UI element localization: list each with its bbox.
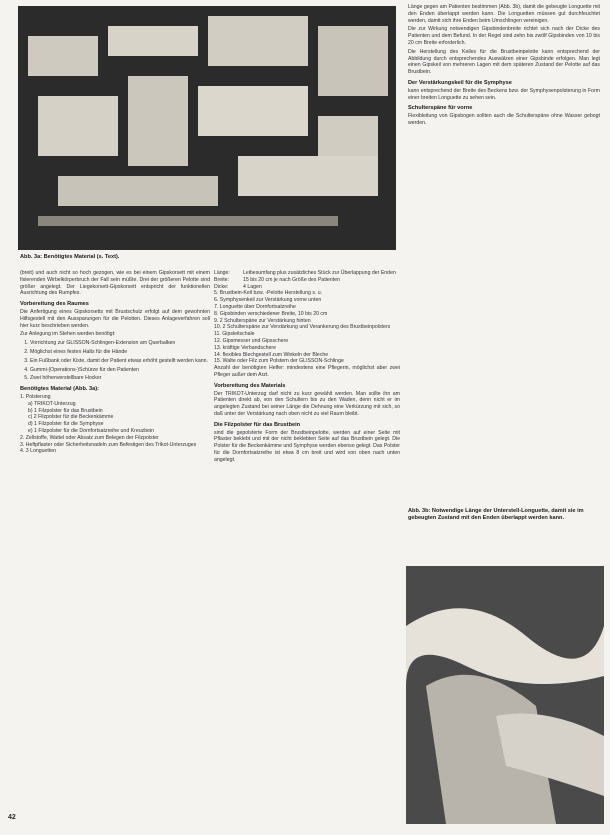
paragraph: Anzahl der benötigten Helfer: mindestens eine Pflegerin, möglichst aber zwei Pfleger außer dem Arzt. bbox=[214, 365, 400, 378]
spec-row: Breite: 15 bis 20 cm je nach Größe des Patienten bbox=[214, 276, 340, 283]
spec-row: Dicke: 4 Lagen bbox=[214, 283, 262, 290]
section-heading: Der Verstärkungskeil für die Symphyse bbox=[408, 79, 512, 86]
longuette-photo bbox=[406, 566, 604, 824]
material-photo bbox=[18, 6, 396, 250]
list-item: 5. Brustbein-Keil bzw. -Pelotte Herstellung s. u. bbox=[214, 290, 323, 297]
list-item: 13. kräftige Verbandschere bbox=[214, 344, 277, 351]
list-item: 2. Möglichst eines festen Halts für die Hände bbox=[30, 349, 210, 356]
paragraph: kann entsprechend der Breite des Beckens bzw. der Symphysenpolsterung in Form einer breiten Longuette zu sehen sein. bbox=[408, 87, 600, 101]
list-item: 1. Vorrichtung zur GLISSON-Schlingen-Extension am Querbalken bbox=[30, 340, 210, 347]
list-intro: Zur Anlegung im Stehen werden benötigt: bbox=[20, 331, 116, 338]
list-item: 10. 2 Schulterspäne zur Verstärkung und Verankerung des Brustbeinpolsters bbox=[214, 324, 391, 331]
material-item: e) 1 Filzpolster für die Dornfortsatzreihe und Kreuzbein bbox=[28, 427, 155, 434]
paragraph: Die Herstellung des Keiles für die Brustbeinpelotte kann entsprechend der Abbildung durch entsprechendes Auswälzen einer Gipsbinde erfolgen. Man legt einen Gipskeil von mehreren Lagen mit dem späteren Zustand der Pelotte auf das Brustbein. bbox=[408, 48, 600, 76]
intro-paragraph: (breit) und auch nicht so hoch gezogen, wie es bei einem Gipskorsett mit einem fixierenden Wirbelkörperbruch der Fall sein müßte. Drei der größeren Pelotte sind größer angelegt. Der Liegekorsett-Gipskorsett entspricht der funktionellen Ausrichtung des Rumpfes. bbox=[20, 270, 210, 297]
list-item: 5. Zwei höhenverstellbare Hocker bbox=[30, 375, 210, 382]
paragraph: Die Anfertigung eines Gipskorsetts mit Brustschutz erfolgt auf dem gewohnten Hilfsgestell mit den Aussparungen für die Pelotten. Dieses Anlageverfahren soll hier kurz beschrieben werden. bbox=[20, 308, 210, 329]
list-item: 14. flexibles Blechgestell zum Winkeln der Bleche bbox=[214, 351, 329, 358]
paragraph: sind die gepolsterte Form der Brustbeinpelotte, werden auf einer Seite mit Pflaster beklebt und mit der nicht beklebten Seite auf das Brustbein gelegt. Die Polster für die Beckenkämme und Symphyse werden ebenso gelegt. Das Polster für die Dornfortsatzreihe ist etwa 8 cm breit und wird von oben nach unten angelegt. bbox=[214, 429, 400, 463]
material-item: 4. 3 Longuetten bbox=[20, 448, 57, 455]
paragraph: Der TRIKOT-Unterzug darf nicht zu kurz gewählt werden. Man sollte ihn am Patienten direkt ab, von den Schultern bis zu den Waden, denn nicht er im angelegten Zustand bei seiner Länge die Dehnung eine Verkürzung mit sich, so daß unter der Verstärkung nach oben nicht zu viel Raum bleibt. bbox=[214, 390, 400, 417]
material-item: 3. Heftpflaster oder Sicherheitsnadeln zum Befestigen des Trikot-Unterzuges bbox=[20, 441, 197, 448]
list-item: 9. 2 Schulterspäne zur Verstärkung hinten bbox=[214, 317, 311, 324]
paragraph: Die zur Wirkung notwendigen Gipsbindenbreite richtet sich nach der Dicke des Patienten und dem Befund. In der Regel sind zehn bis zwölf Gipsbinden von 10 bis 20 cm Breite erforderlich. bbox=[408, 26, 600, 46]
right-column bbox=[408, 4, 600, 129]
material-item: a) TRIKOT-Unterzug bbox=[28, 400, 76, 407]
material-item: 2. Zellstoffe, Wattel oder Absatz zum Belegen der Filzpolster bbox=[20, 434, 159, 441]
spec-row: Länge: Leibesumfang plus zusätzliches Stück zur Überlappung der Enden bbox=[214, 270, 396, 276]
material-item: b) 1 Filzpolster für das Brustbein bbox=[28, 407, 103, 414]
section-heading: Vorbereitung des Materials bbox=[214, 382, 286, 389]
figure-caption-a: Abb. 3a: Benötigtes Material (s. Text). bbox=[20, 254, 120, 260]
list-item: 3. Ein Fußbank oder Kiste, damit der Patient etwas erhöht gestellt werden kann. bbox=[30, 358, 210, 365]
material-item: d) 1 Filzpolster für die Symphyse bbox=[28, 421, 104, 428]
section-heading: Benötigtes Material (Abb. 3a): bbox=[20, 386, 99, 393]
section-heading: Vorbereitung des Raumes bbox=[20, 301, 89, 308]
paragraph: Flexibleitung von Gipsbogen sollten auch die Schulterspäne ohne Wasser gebogt werden. bbox=[408, 113, 600, 126]
section-heading: Schulterspäne für vorne bbox=[408, 105, 473, 112]
section-heading: Die Filzpolster für das Brustbein bbox=[214, 421, 301, 428]
material-item: c) 2 Filzpolster für die Beckenkämme bbox=[28, 414, 114, 421]
list-item: 4. Gummi-(Operations-)Schürze für den Patienten bbox=[30, 367, 210, 374]
left-column bbox=[20, 270, 210, 455]
list-item: 12. Gipsmesser und Gipsschere bbox=[214, 337, 289, 344]
list-item: 15. Walte oder Filz zum Polstern der GLISSON-Schlinge bbox=[214, 358, 344, 365]
list-item: 6. Symphysenkeil zur Verstärkung vorne unten bbox=[214, 297, 322, 304]
material-item: 1. Polsterung bbox=[20, 393, 51, 400]
figure-caption-b: Abb. 3b: Notwendige Länge der Unterstell-Longuette, damit sie im gebeugten Zustand mit den Enden überlappt werden kann. bbox=[408, 508, 584, 522]
list-item: 8. Gipsbinden verschiedener Breite, 10 bis 20 cm bbox=[214, 310, 328, 317]
list-item: 11. Gipsleitschale bbox=[214, 331, 255, 338]
middle-column bbox=[214, 270, 400, 466]
list-item: 7. Longuette über Dornfortsatzreihe bbox=[214, 303, 296, 310]
page-number: 42 bbox=[8, 814, 16, 821]
paragraph: Länge gegen am Patienten bestimmen (Abb. 3b), damit die gebeugte Longuette mit den Enden überlappt werden kann. Die Longuetten müssen gut durchfeuchtet werden, damit sich ihre Enden beim Umschlingen vereinigen. bbox=[408, 4, 600, 24]
